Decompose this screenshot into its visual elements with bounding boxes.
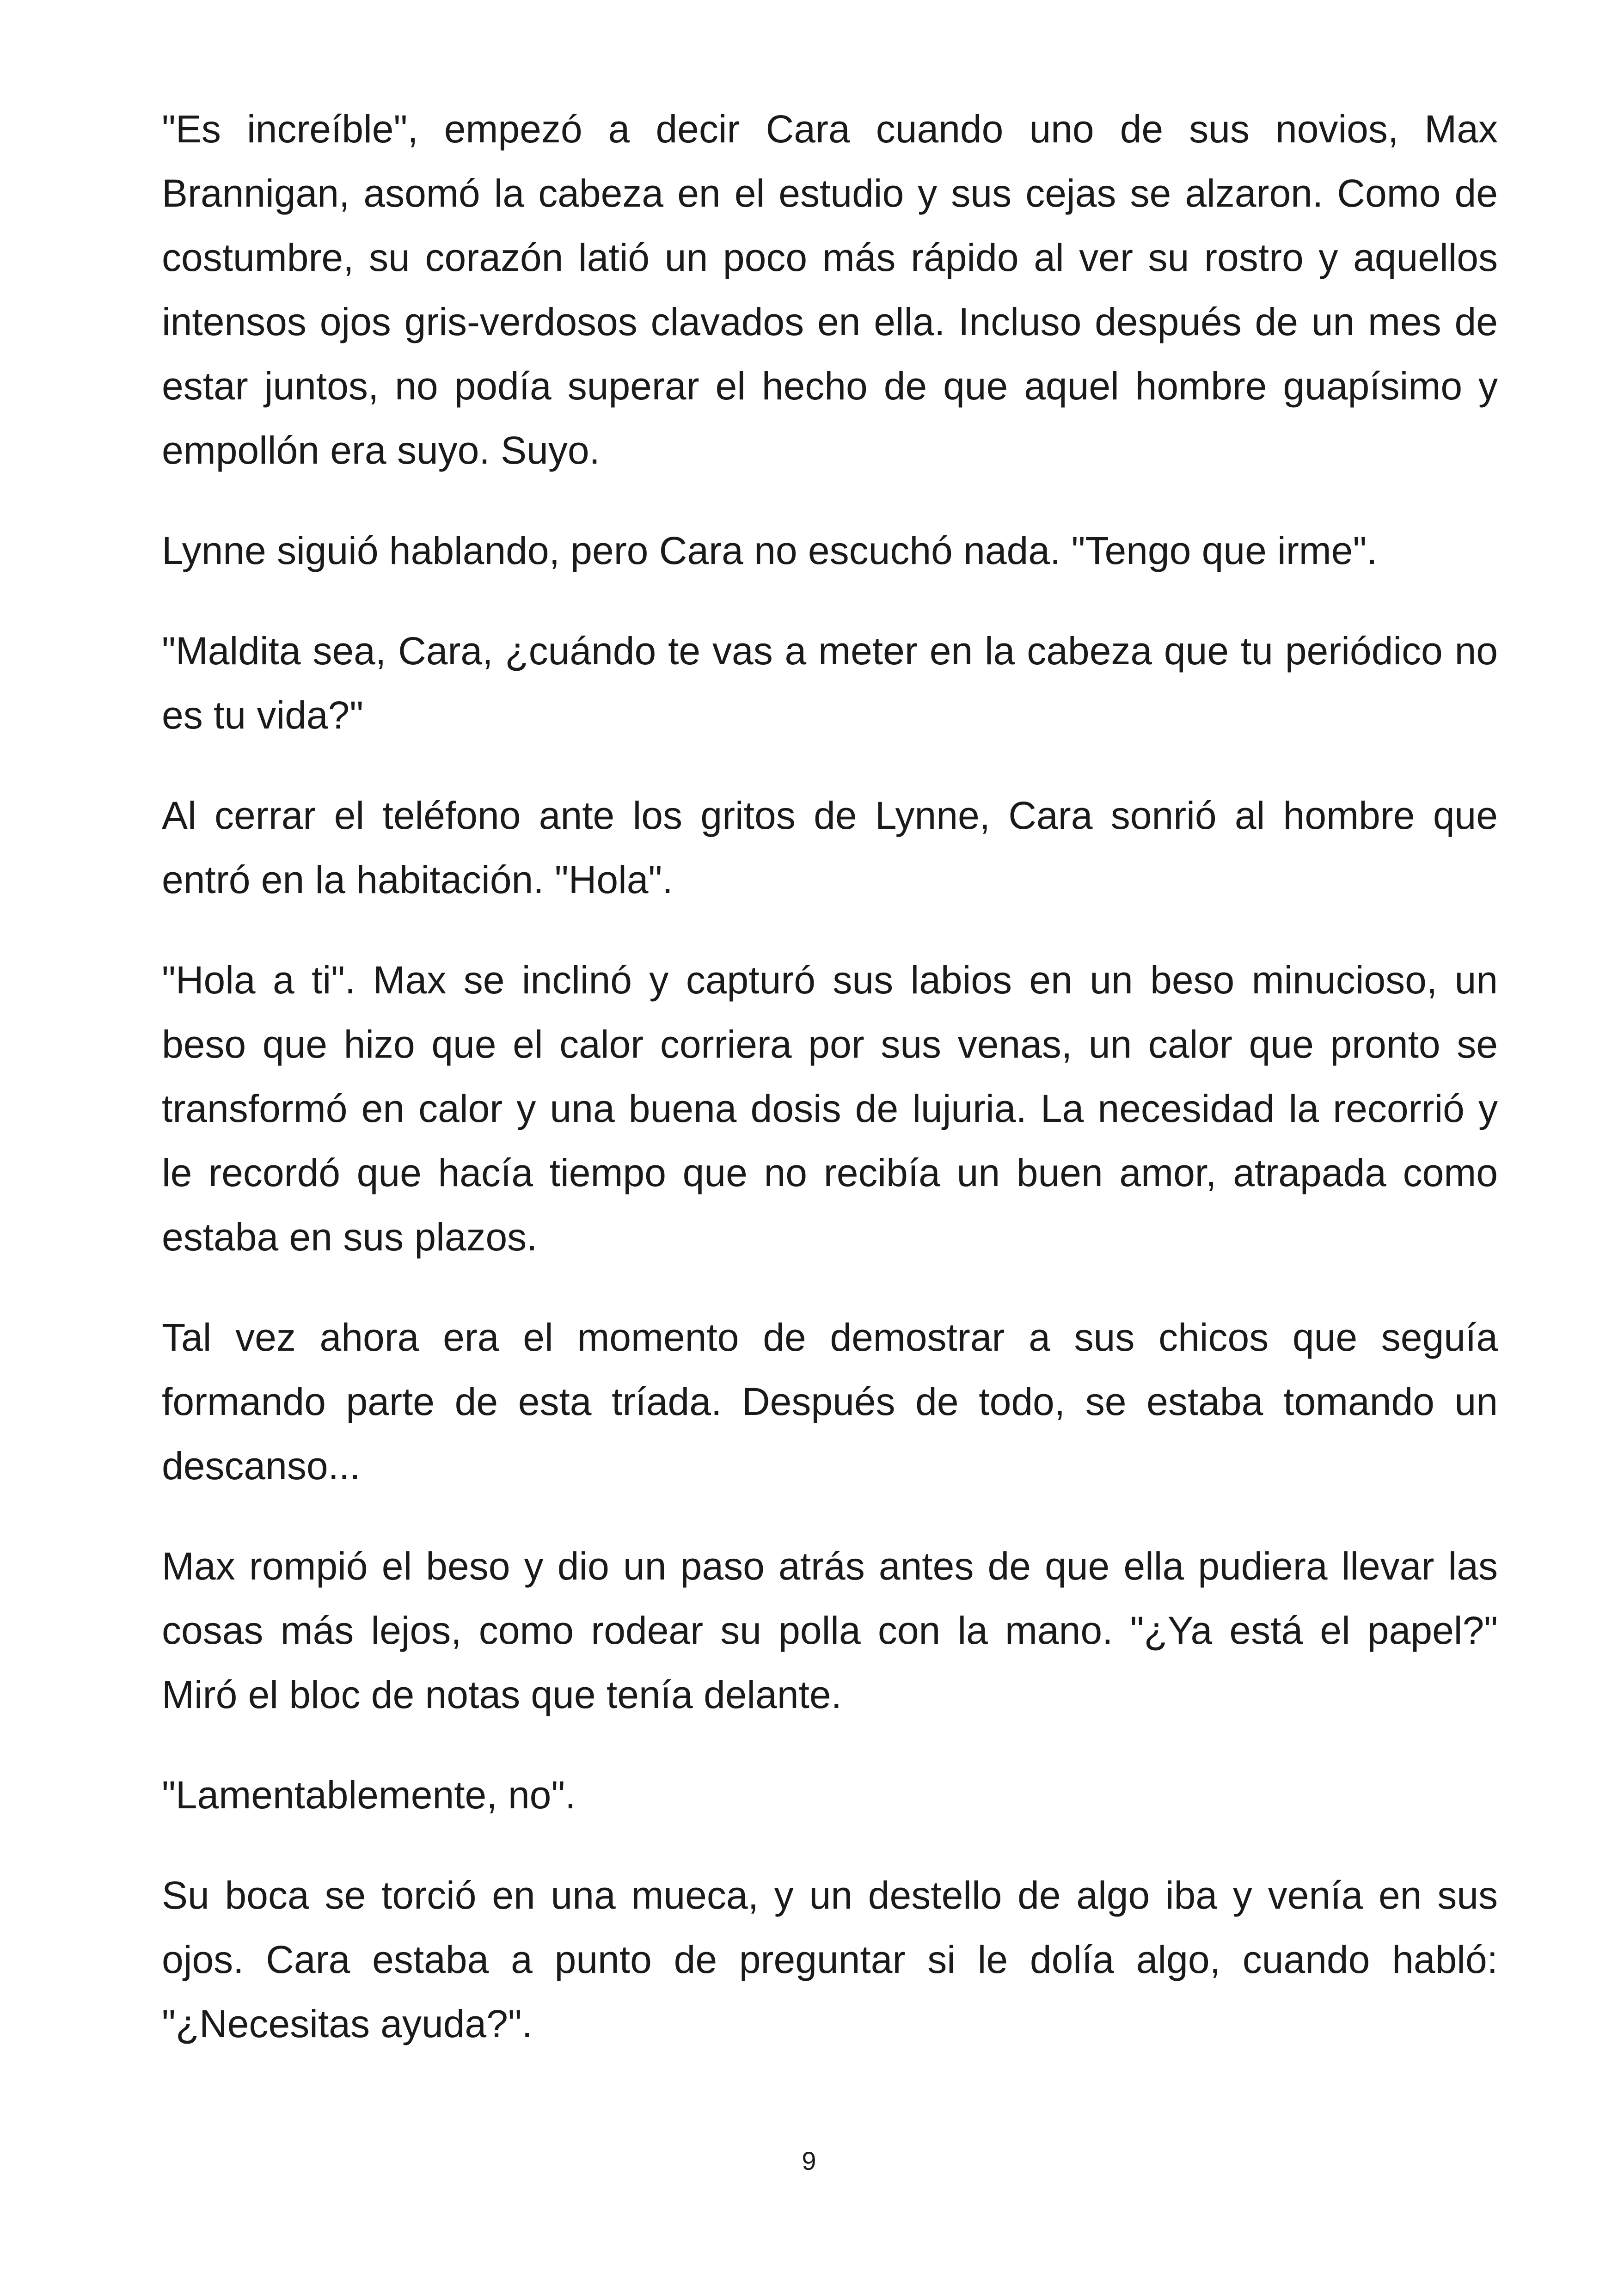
paragraph: "Hola a ti". Max se inclinó y capturó sus labios en un beso minucioso, un beso que hizo que el calor corriera por sus venas, un calor que pronto se transformó en calor y una buena dosis de lujuria. La necesidad la recorrió y le recordó que hacía tiempo que no recibía un buen amor, atrapada como estaba en sus plazos. [162,958,1498,1259]
paragraph: "Es increíble", empezó a decir Cara cuando uno de sus novios, Max Brannigan, asomó la cabeza en el estudio y sus cejas se alzaron. Como de costumbre, su corazón latió un poco más rápido al ver su rostro y aquellos intensos ojos gris-verdosos clavados en ella. Incluso después de un mes de estar juntos, no podía superar el hecho de que aquel hombre guapísimo y empollón era suyo. Suyo. [162,107,1498,472]
paragraph: "Lamentablemente, no". [162,1773,576,1817]
paragraph: Su boca se torció en una mueca, y un destello de algo iba y venía en sus ojos. Cara estaba a punto de preguntar si le dolía algo, cuando habló: "¿Necesitas ayuda?". [162,1874,1498,2045]
paragraph: Tal vez ahora era el momento de demostrar a sus chicos que seguía formando parte de esta tríada. Después de todo, se estaba tomando un descanso... [162,1316,1498,1488]
paragraph: Max rompió el beso y dio un paso atrás antes de que ella pudiera llevar las cosas más lejos, como rodear su polla con la mano. "¿Ya está el papel?" Miró el bloc de notas que tenía delante. [162,1544,1498,1716]
paragraph: Al cerrar el teléfono ante los gritos de Lynne, Cara sonrió al hombre que entró en la habitación. "Hola". [162,794,1498,901]
paragraph: "Maldita sea, Cara, ¿cuándo te vas a meter en la cabeza que tu periódico no es tu vida?" [162,629,1498,737]
paragraph: Lynne siguió hablando, pero Cara no escuchó nada. "Tengo que irme". [162,529,1378,572]
body-text [162,97,1498,2092]
page-number: 9 [802,2146,816,2175]
